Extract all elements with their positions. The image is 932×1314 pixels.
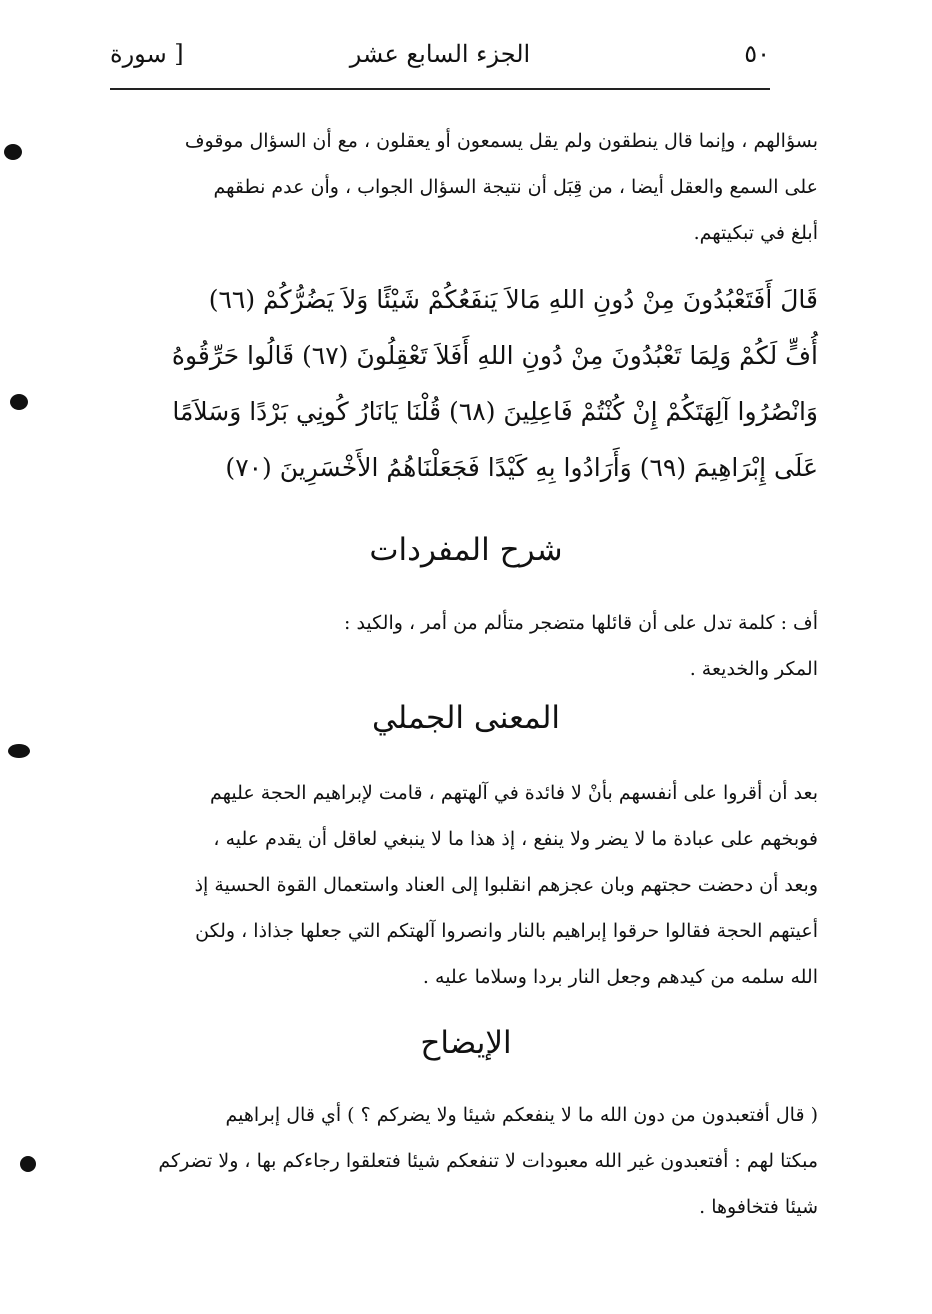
text-line: فوبخهم على عبادة ما لا يضر ولا ينفع ، إذ هذا ما لا ينبغي لعاقل أن يقدم عليه ، [213,828,818,850]
text-line: شيئا فتخافوها . [699,1196,818,1218]
verse-line: وَانْصُرُوا آلِهَتَكُمْ إِنْ كُنْتُمْ فَاعِلِينَ (٦٨) قُلْنَا يَانَارُ كُونِي بَرْدًا وَسَلاَمًا [172,397,818,426]
meaning-heading: المعنى الجملي [371,700,561,736]
scan-speck [20,1156,36,1172]
page-header [110,36,770,90]
vocab-heading: شرح المفردات [369,532,563,568]
text-line: على السمع والعقل أيضا ، من قِبَل أن نتيجة السؤال الجواب ، وأن عدم نطقهم [213,176,818,198]
verse-line: عَلَى إِبْرَاهِيمَ (٦٩) وَأَرَادُوا بِهِ كَيْدًا فَجَعَلْنَاهُمُ الأَخْسَرِينَ (٧٠) [225,453,818,482]
surah-label: [ سورة [110,40,184,68]
verse-line: أُفٍّ لَكُمْ وَلِمَا تَعْبُدُونَ مِنْ دُونِ اللهِ أَفَلاَ تَعْقِلُونَ (٦٧) قَالُوا حَرِّقُوهُ [171,341,818,370]
text-line: أبلغ في تبكيتهم. [693,222,818,244]
text-line: ( قال أفتعبدون من دون الله ما لا ينفعكم شيئا ولا يضركم ؟ ) أي قال إبراهيم [225,1104,818,1126]
meaning-paragraph [112,770,818,1000]
scan-speck [8,744,30,758]
scan-speck [10,394,28,410]
text-line: المكر والخديعة . [689,658,818,680]
explanation-paragraph [112,1092,818,1230]
verse-line: قَالَ أَفَتَعْبُدُونَ مِنْ دُونِ اللهِ مَالاَ يَنفَعُكُمْ شَيْئًا وَلاَ يَضُرُّكُمْ (٦٦) [208,285,818,314]
scan-speck [4,144,22,160]
text-line: أف : كلمة تدل على أن قائلها متضجر متألم من أمر ، والكيد : [344,612,818,634]
text-line: بسؤالهم ، وإنما قال ينطقون ولم يقل يسمعون أو يعقلون ، مع أن السؤال موقوف [184,130,818,152]
text-line: أعيتهم الحجة فقالوا حرقوا إبراهيم بالنار وانصروا آلهتكم التي جعلها جذاذا ، ولكن [195,920,818,942]
vocab-paragraph [112,600,818,692]
text-line: بعد أن أقروا على أنفسهم بأنْ لا فائدة في آلهتهم ، قامت لإبراهيم الحجة عليهم [209,782,818,804]
text-line: مبكتا لهم : أفتعبدون غير الله معبودات لا تنفعكم شيئا فتعلقوا رجاءكم بها ، ولا تضركم [158,1150,818,1172]
intro-paragraph [112,118,818,256]
text-line: وبعد أن دحضت حجتهم وبان عجزهم انقلبوا إلى العناد واستعمال القوة الحسية إذ [194,874,818,896]
quran-verses [112,272,818,496]
page-number: ٥٠ [744,40,770,68]
explanation-heading: الإيضاح [420,1025,512,1061]
text-line: الله سلمه من كيدهم وجعل النار بردا وسلاما عليه . [422,966,818,988]
part-title: الجزء السابع عشر [349,40,531,68]
